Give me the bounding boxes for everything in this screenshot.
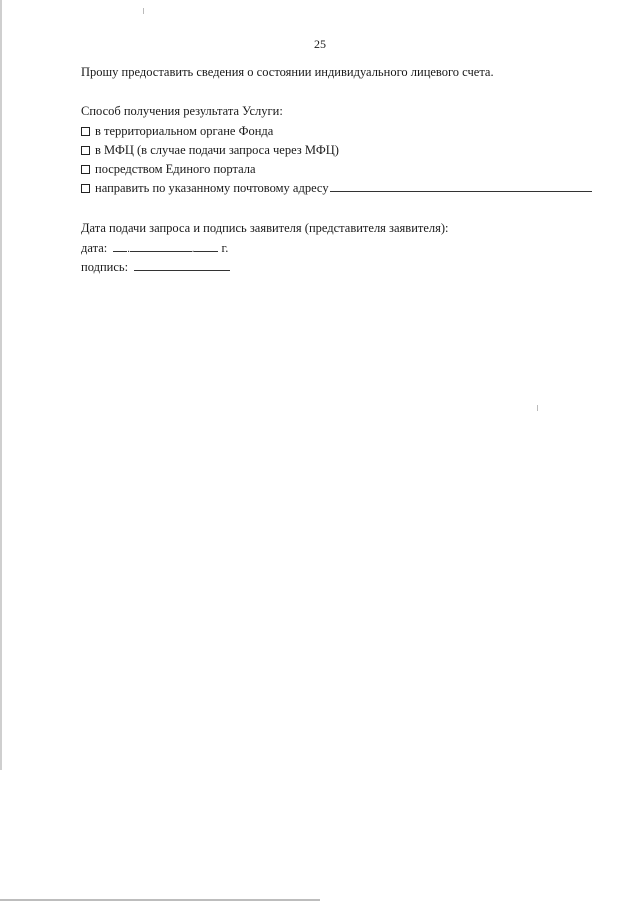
year-suffix: г. [221, 241, 229, 255]
option-label: в территориальном органе Фонда [95, 124, 274, 138]
date-year-field[interactable] [194, 240, 218, 252]
delivery-option-mfc[interactable] [81, 142, 339, 158]
date-month-field[interactable] [130, 240, 192, 252]
signature-heading: Дата подачи запроса и подпись заявителя (представителя заявителя): [81, 221, 449, 235]
delivery-option-fund[interactable] [81, 123, 273, 139]
scan-speck [143, 8, 144, 14]
checkbox-icon[interactable] [81, 165, 90, 174]
date-label: дата: [81, 241, 108, 255]
scan-edge-bottom [0, 899, 320, 901]
delivery-option-portal[interactable] [81, 161, 256, 177]
date-separator: . [127, 244, 130, 255]
checkbox-icon[interactable] [81, 146, 90, 155]
checkbox-icon[interactable] [81, 127, 90, 136]
date-row [81, 240, 228, 258]
option-label: посредством Единого портала [95, 162, 256, 176]
request-text: Прошу предоставить сведения о состоянии индивидуального лицевого счета. [81, 65, 494, 79]
scan-speck [537, 405, 538, 411]
checkbox-icon[interactable] [81, 184, 90, 193]
signature-label: подпись: [81, 260, 129, 274]
scan-edge-left [0, 0, 2, 770]
delivery-heading: Способ получения результата Услуги: [81, 104, 283, 118]
signature-field[interactable] [134, 259, 230, 271]
signature-row [81, 259, 230, 275]
date-separator: . [191, 244, 195, 255]
option-label: направить по указанному почтовому адресу [95, 181, 329, 195]
address-field[interactable] [330, 180, 592, 192]
page-number: 25 [314, 37, 326, 51]
option-label: в МФЦ (в случае подачи запроса через МФЦ) [95, 143, 339, 157]
date-day-field[interactable] [113, 240, 127, 252]
delivery-option-mail[interactable] [81, 180, 592, 196]
